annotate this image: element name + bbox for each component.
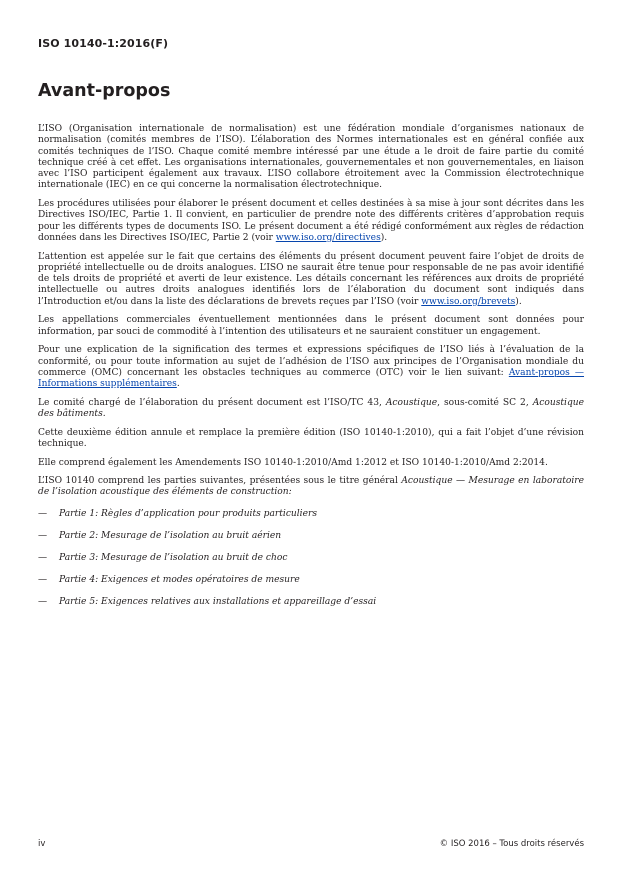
paragraph-conformity	[38, 345, 584, 390]
page-number: iv	[38, 839, 46, 849]
paragraph-text: L’attention est appelée sur le fait que certains des éléments du présent document peuvent faire l’objet de droits de propriété intellectuelle ou de droits analogues. L’ISO ne saurait être tenue pour responsable de ne pas avoir identifié de tels droits de propriété et averti de leur existence. Les détails concernant les références aux droits de propriété intellectuelle ou autres droits analogues identifiés lors de l’élaboration du document sont indiqués dans l’Introduction et/ou dans la liste des déclarations de brevets reçues par l’ISO (voir	[38, 251, 584, 307]
list-item	[38, 553, 584, 564]
list-item	[38, 531, 584, 542]
general-title: Acoustique — Mesurage en laboratoire de l’isolation acoustique des éléments de construction:	[38, 476, 585, 498]
supplementary-info-link[interactable]: Avant-propos — Informations supplémentaires	[38, 367, 585, 390]
part-title: Partie 1: Règles d’application pour produits particuliers	[59, 508, 317, 519]
paragraph-patents	[38, 252, 584, 308]
paragraph-iso-intro: L’ISO (Organisation internationale de normalisation) est une fédération mondiale d’organismes nationaux de normalisation (comités membres de l’ISO). L’élaboration des Normes internationales est en général confiée aux comités techniques de l’ISO. Chaque comité membre intéressé par une étude a le droit de faire partie du comité technique créé à cet effet. Les organisations internationales, gouvernementales et non gouvernementales, en liaison avec l’ISO participent également aux travaux. L’ISO collabore étroitement avec la Commission électrotechnique internationale (IEC) en ce qui concerne la normalisation électrotechnique.	[38, 124, 584, 191]
list-dash: —	[38, 530, 48, 541]
list-item	[38, 597, 584, 608]
list-dash: —	[38, 553, 48, 564]
foreword-body	[38, 124, 584, 620]
paragraph-text: , sous-comité SC 2,	[437, 397, 533, 408]
part-title: Partie 2: Mesurage de l’isolation au bruit aérien	[59, 530, 282, 541]
copyright-notice: © ISO 2016 – Tous droits réservés	[439, 839, 584, 849]
paragraph-text: ).	[380, 232, 388, 243]
document-id-header: ISO 10140-1:2016(F)	[38, 37, 169, 50]
list-dash: —	[38, 575, 48, 586]
committee-name: Acoustique	[385, 397, 438, 408]
subcommittee-name: Acoustique des bâtiments	[38, 397, 584, 420]
paragraph-text: Pour une explication de la signification des termes et expressions spécifiques de l’ISO liés à l’évaluation de la conformité, ou pour toute information au sujet de l’adhésion de l’ISO aux principes de l’Organisation mondiale du commerce (OMC) concernant les obstacles techniques au commerce (OTC) voir le lien suivant:	[38, 345, 584, 378]
paragraph-text: Les procédures utilisées pour élaborer le présent document et celles destinées à sa mise à jour sont décrites dans les Directives ISO/IEC, Partie 1. Il convient, en particulier de prendre note des différents critères d’approbation requis pour les différents types de documents ISO. Le présent document a été rédigé conformément aux règles de rédaction données dans les Directives ISO/IEC, Partie 2 (voir	[38, 199, 584, 243]
part-title: Partie 4: Exigences et modes opératoires de mesure	[59, 575, 300, 586]
paragraph-edition: Cette deuxième édition annule et remplace la première édition (ISO 10140-1:2010), qui a fait l’objet d’une révision technique.	[38, 427, 584, 449]
list-dash: —	[38, 508, 48, 519]
paragraph-procedures	[38, 199, 584, 244]
paragraph-committee	[38, 398, 584, 421]
paragraph-parts-intro	[38, 476, 584, 499]
list-item	[38, 509, 584, 520]
paragraph-text: ).	[515, 296, 522, 307]
part-title: Partie 3: Mesurage de l’isolation au bruit de choc	[59, 553, 288, 564]
patents-link[interactable]: www.iso.org/brevets	[421, 296, 516, 307]
paragraph-amendments: Elle comprend également les Amendements ISO 10140-1:2010/Amd 1:2012 et ISO 10140-1:2010/Amd 2:2014.	[38, 457, 548, 468]
paragraph-trade-names: Les appellations commerciales éventuellement mentionnées dans le présent document sont données pour information, par souci de commodité à l’intention des utilisateurs et ne sauraient constituer un engagement.	[38, 315, 584, 337]
list-dash: —	[38, 597, 48, 608]
paragraph-text: Le comité chargé de l’élaboration du présent document est l’ISO/TC 43,	[38, 397, 386, 408]
parts-list	[38, 509, 584, 609]
page-title: Avant-propos	[38, 81, 171, 101]
paragraph-text: L’ISO 10140 comprend les parties suivantes, présentées sous le titre général	[38, 476, 402, 487]
paragraph-text: .	[102, 409, 106, 420]
part-title: Partie 5: Exigences relatives aux installations et appareillage d’essai	[59, 597, 377, 608]
list-item	[38, 575, 584, 586]
paragraph-text: .	[176, 379, 180, 390]
directives-link[interactable]: www.iso.org/directives	[275, 232, 381, 243]
